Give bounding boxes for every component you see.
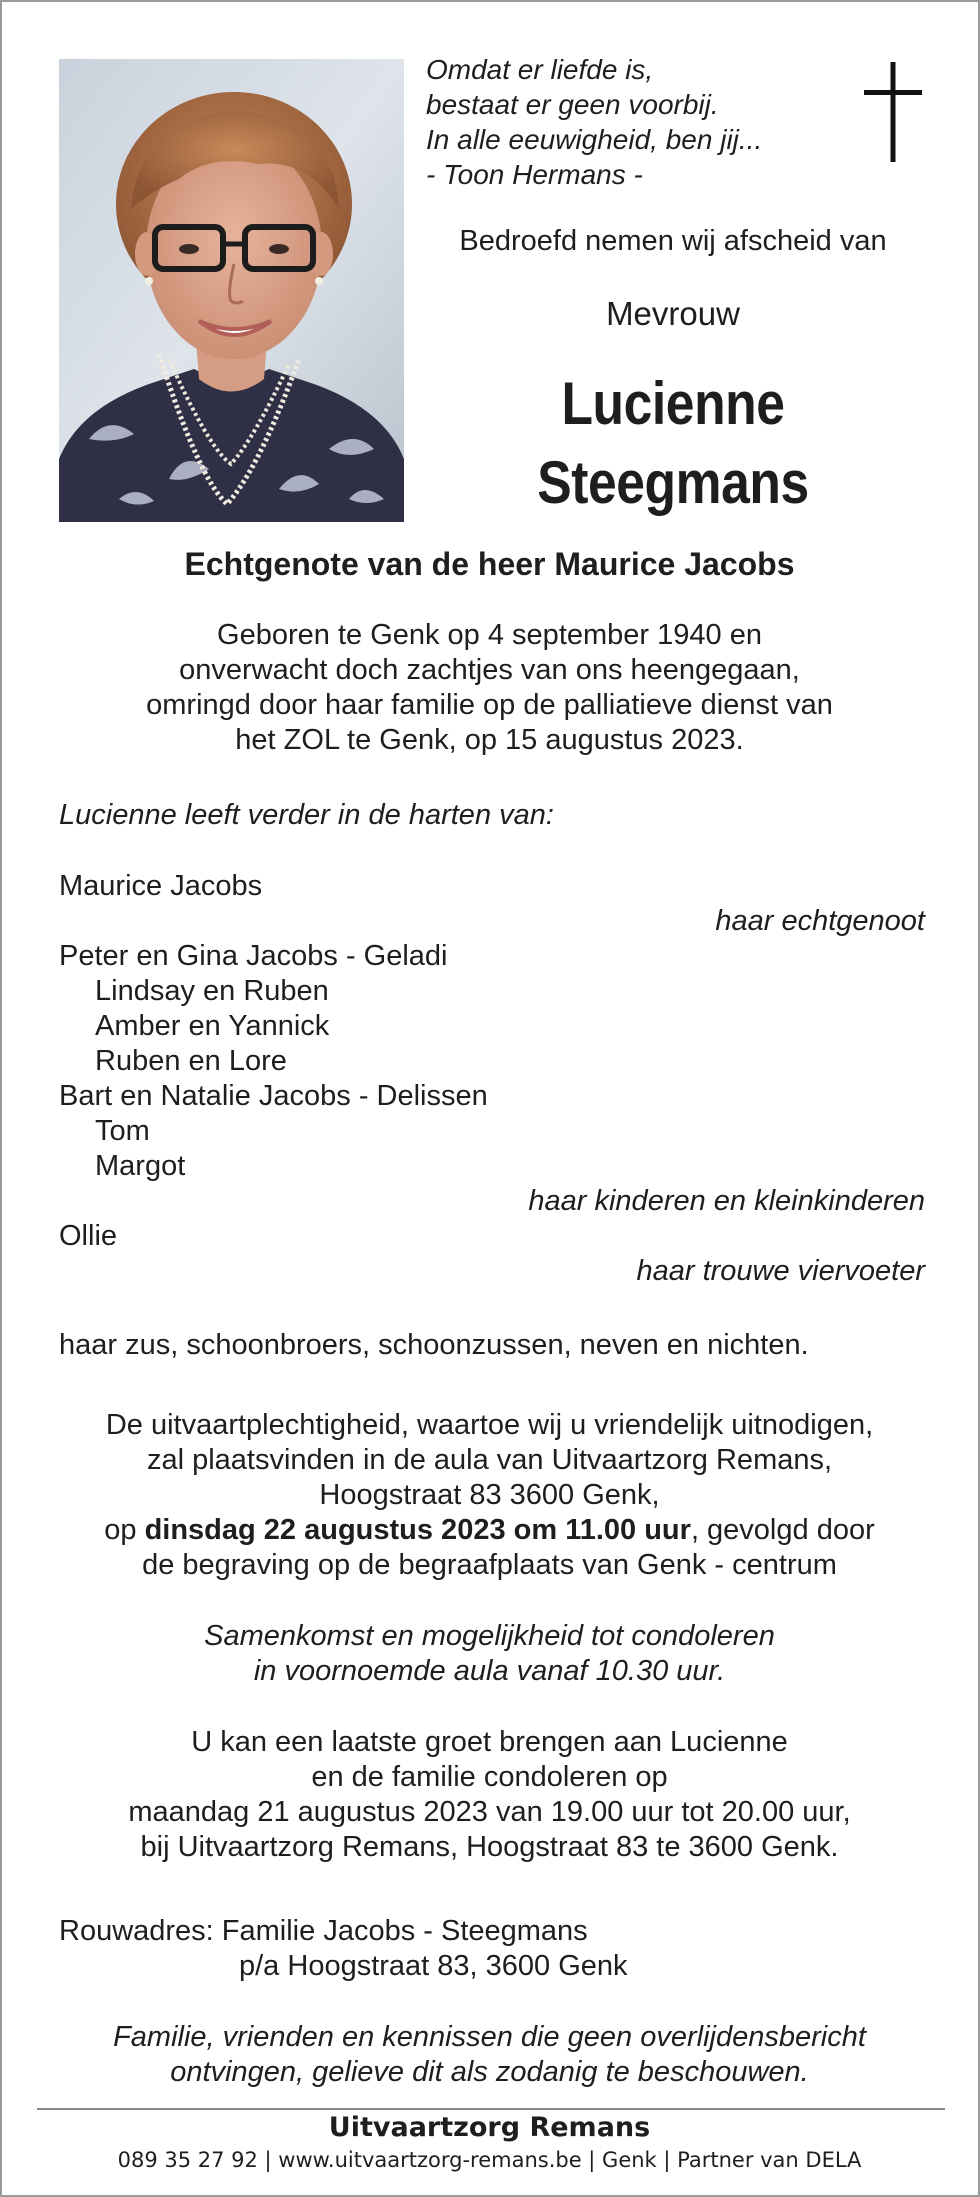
poem [426,52,826,192]
gathering-paragraph [32,1619,947,1689]
family-member: Ollie [59,1220,118,1252]
address-line: Rouwadres: Familie Jacobs - Steegmans [59,1915,588,1947]
address-line: p/a Hoogstraat 83, 3600 Genk [239,1950,628,1982]
funeral-home-name: Uitvaartzorg Remans [328,2112,651,2143]
portrait-photo [59,59,404,522]
ceremony-paragraph [32,1408,947,1583]
footer-divider [37,2108,945,2110]
salutation: Mevrouw [606,295,740,332]
relation-label: haar trouwe viervoeter [636,1255,925,1287]
spouse-line: Echtgenote van de heer Maurice Jacobs [184,546,795,582]
other-relatives: haar zus, schoonbroers, schoonzussen, neven en nichten. [59,1329,809,1361]
grandchild: Margot [95,1150,186,1182]
grandchild: Tom [95,1115,150,1147]
poem-line: In alle eeuwigheid, ben jij... [426,124,763,155]
lives-on-heading: Lucienne leeft verder in de harten van: [59,799,554,831]
family-list [59,869,925,1289]
family-member: Peter en Gina Jacobs - Geladi [59,940,448,972]
ceremony-datetime: dinsdag 22 augustus 2023 om 11.00 uur [144,1514,691,1546]
visit-line: en de familie condoleren op [311,1761,668,1793]
family-member: Bart en Natalie Jacobs - Delissen [59,1080,488,1112]
ceremony-line: zal plaatsvinden in de aula van Uitvaartzorg Remans, [146,1444,833,1476]
grandchild: Lindsay en Ruben [95,975,329,1007]
visit-line: maandag 21 augustus 2023 van 19.00 uur tot 20.00 uur, [128,1796,851,1828]
birth-line: onverwacht doch zachtjes van ons heengegaan, [179,654,800,686]
closing-note [32,2020,947,2090]
visit-line: bij Uitvaartzorg Remans, Hoogstraat 83 te 3600 Genk. [140,1831,839,1863]
closing-line: ontvingen, gelieve dit als zodanig te beschouwen. [170,2056,809,2088]
birth-line: omringd door haar familie op de palliatieve dienst van [146,689,833,721]
funeral-home-contact: 089 35 27 92 | www.uitvaartzorg-remans.be | Genk | Partner van DELA [117,2148,862,2172]
grandchild: Amber en Yannick [95,1010,330,1042]
closing-line: Familie, vrienden en kennissen die geen overlijdensbericht [113,2021,866,2053]
deceased-name [453,364,893,522]
first-name: Lucienne [561,370,785,437]
ceremony-suffix: , gevolgd door [690,1514,875,1546]
ceremony-line: Hoogstraat 83 3600 Genk, [319,1479,660,1511]
family-member: Maurice Jacobs [59,870,263,902]
birth-line: Geboren te Genk op 4 september 1940 en [217,619,762,651]
mourning-address [59,1914,628,1984]
poem-line: Omdat er liefde is, [426,54,654,85]
ceremony-line: de begraving op de begraafplaats van Genk - centrum [142,1549,837,1581]
ceremony-prefix: op [104,1514,145,1546]
last-name: Steegmans [537,449,809,516]
visit-line: U kan een laatste groet brengen aan Lucienne [191,1726,788,1758]
birth-line: het ZOL te Genk, op 15 augustus 2023. [235,724,744,756]
birth-paragraph [32,618,947,758]
grandchild: Ruben en Lore [95,1045,287,1077]
ceremony-date-line [32,1513,947,1548]
visit-paragraph [32,1725,947,1865]
relation-label: haar echtgenoot [715,905,925,937]
poem-line: bestaat er geen voorbij. [426,89,719,120]
cross-icon [864,62,922,162]
gathering-line: Samenkomst en mogelijkheid tot condoleren [204,1620,775,1652]
poem-author: - Toon Hermans - [426,159,643,190]
relation-label: haar kinderen en kleinkinderen [528,1185,925,1217]
gathering-line: in voornoemde aula vanaf 10.30 uur. [253,1655,726,1687]
intro-text: Bedroefd nemen wij afscheid van [459,225,887,257]
portrait-illustration [59,59,404,522]
ceremony-line: De uitvaartplechtigheid, waartoe wij u vriendelijk uitnodigen, [105,1409,874,1441]
